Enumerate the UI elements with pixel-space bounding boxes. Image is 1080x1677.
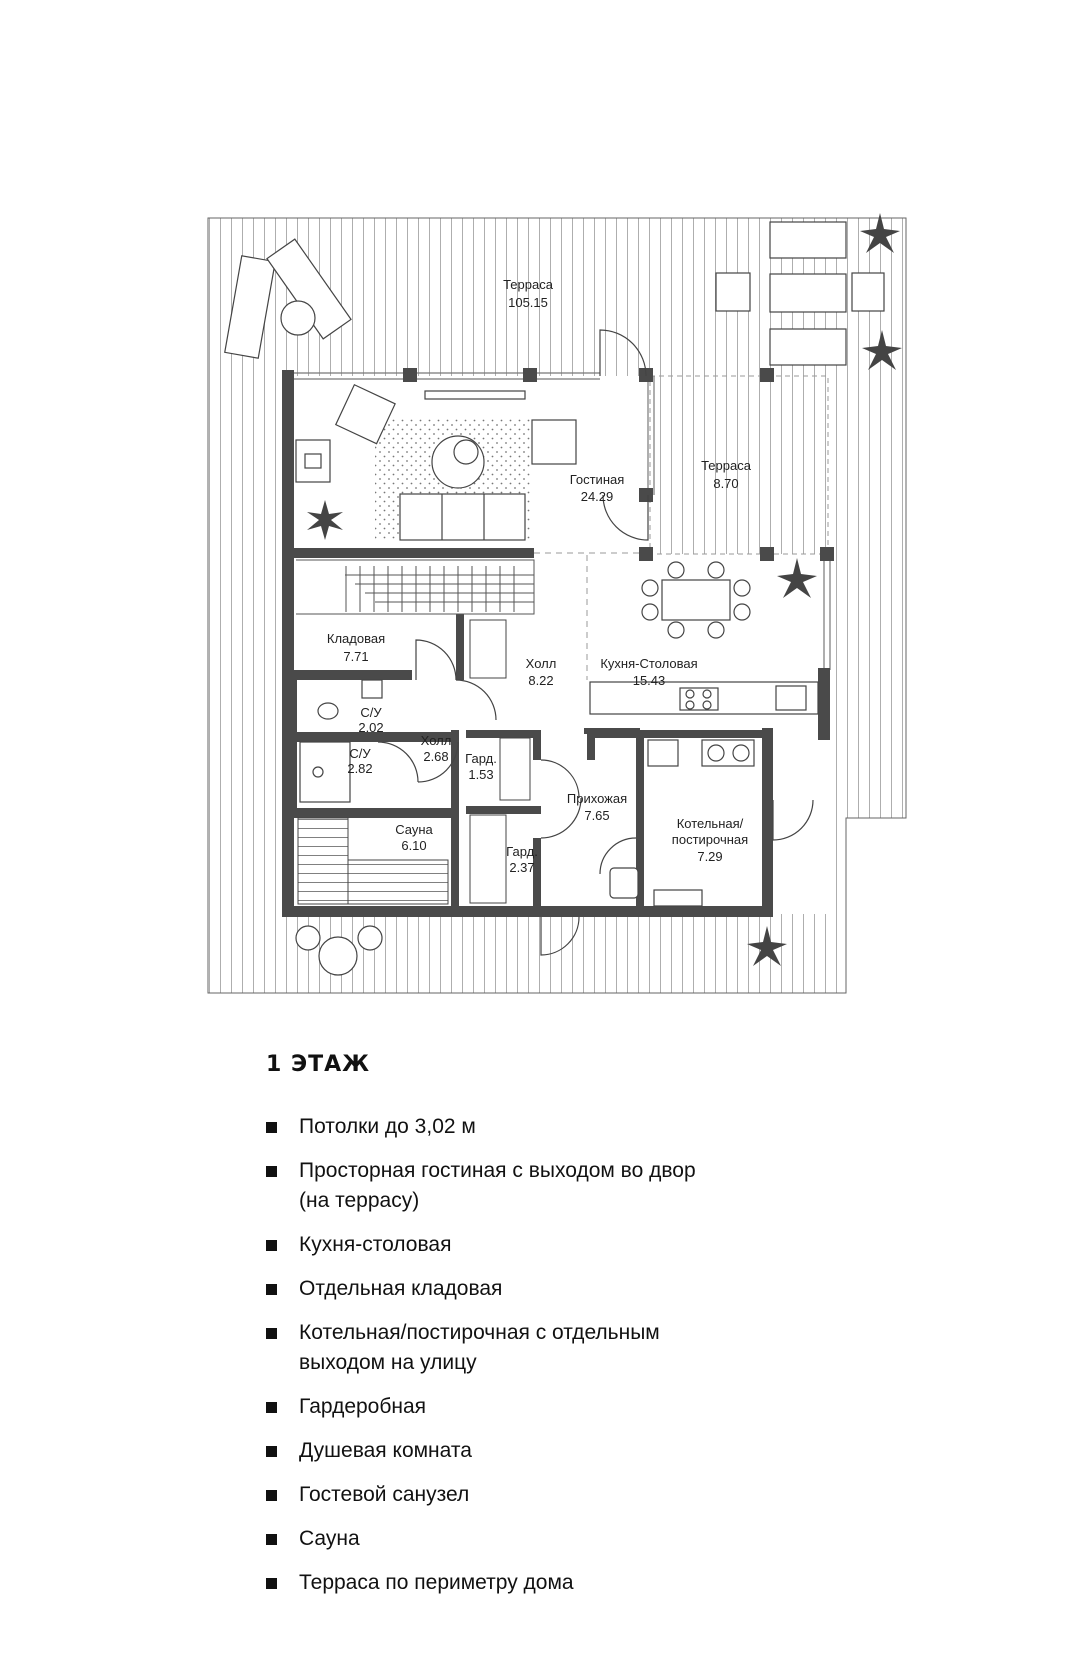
- feature-item: [266, 1524, 826, 1554]
- floor-title: 1 ЭТАЖ: [266, 1052, 371, 1077]
- bullet-square-icon: [266, 1166, 277, 1177]
- bullet-square-icon: [266, 1328, 277, 1339]
- bullet-square-icon: [266, 1240, 277, 1251]
- features-list: [266, 1112, 826, 1612]
- feature-item: [266, 1568, 826, 1598]
- feature-item: [266, 1156, 826, 1216]
- area-hall2: 2.68: [423, 749, 449, 764]
- label-wc1: С/У: [360, 705, 382, 720]
- bullet-square-icon: [266, 1284, 277, 1295]
- feature-item: [266, 1318, 826, 1378]
- label-boiler-2: постирочная: [671, 832, 749, 847]
- area-living: 24.29: [580, 489, 614, 504]
- label-entry: Прихожая: [566, 791, 628, 806]
- area-hall: 8.22: [528, 673, 554, 688]
- bullet-square-icon: [266, 1446, 277, 1457]
- feature-item: [266, 1112, 826, 1142]
- area-ward2: 2.37: [509, 860, 535, 875]
- label-boiler: Котельная/: [676, 816, 744, 831]
- label-living: Гостиная: [569, 472, 625, 487]
- feature-text: Гостевой санузел: [299, 1483, 470, 1506]
- label-wc2: С/У: [349, 746, 371, 761]
- area-boiler: 7.29: [697, 849, 723, 864]
- label-hall: Холл: [525, 656, 557, 671]
- feature-text: Потолки до 3,02 м: [299, 1115, 476, 1138]
- feature-item: [266, 1392, 826, 1422]
- feature-text: Просторная гостиная с выходом во двор: [299, 1159, 696, 1182]
- feature-text: Отдельная кладовая: [299, 1277, 503, 1300]
- bullet-square-icon: [266, 1490, 277, 1501]
- bullet-square-icon: [266, 1122, 277, 1133]
- feature-item: [266, 1480, 826, 1510]
- feature-text-cont: (на террасу): [299, 1189, 420, 1212]
- area-kitchen: 15.43: [632, 673, 666, 688]
- feature-item: [266, 1274, 826, 1304]
- feature-item: [266, 1436, 826, 1466]
- label-ward2: Гард.: [506, 844, 538, 859]
- feature-text: Душевая комната: [299, 1439, 472, 1462]
- area-sauna: 6.10: [401, 838, 427, 853]
- area-wc1: 2.02: [358, 720, 384, 735]
- feature-text-cont: выходом на улицу: [299, 1351, 477, 1374]
- label-terrace-small: Терраса: [701, 458, 751, 473]
- area-entry: 7.65: [584, 808, 610, 823]
- label-kitchen: Кухня-Столовая: [600, 656, 698, 671]
- feature-text: Терраса по периметру дома: [299, 1571, 574, 1594]
- label-storage: Кладовая: [326, 631, 386, 646]
- feature-text: Котельная/постирочная с отдельным: [299, 1321, 660, 1344]
- area-terrace-small: 8.70: [713, 476, 739, 491]
- label-sauna: Сауна: [395, 822, 433, 837]
- feature-item: [266, 1230, 826, 1260]
- bullet-square-icon: [266, 1578, 277, 1589]
- area-storage: 7.71: [343, 649, 369, 664]
- feature-text: Гардеробная: [299, 1395, 427, 1418]
- area-terrace-main: 105.15: [508, 295, 548, 310]
- area-ward1: 1.53: [468, 767, 494, 782]
- label-terrace-main: Терраса: [503, 277, 553, 292]
- label-hall2: Холл: [420, 733, 452, 748]
- area-wc2: 2.82: [347, 761, 373, 776]
- feature-text: Сауна: [299, 1527, 360, 1550]
- label-ward1: Гард.: [465, 751, 497, 766]
- bullet-square-icon: [266, 1402, 277, 1413]
- bullet-square-icon: [266, 1534, 277, 1545]
- feature-text: Кухня-столовая: [299, 1233, 452, 1256]
